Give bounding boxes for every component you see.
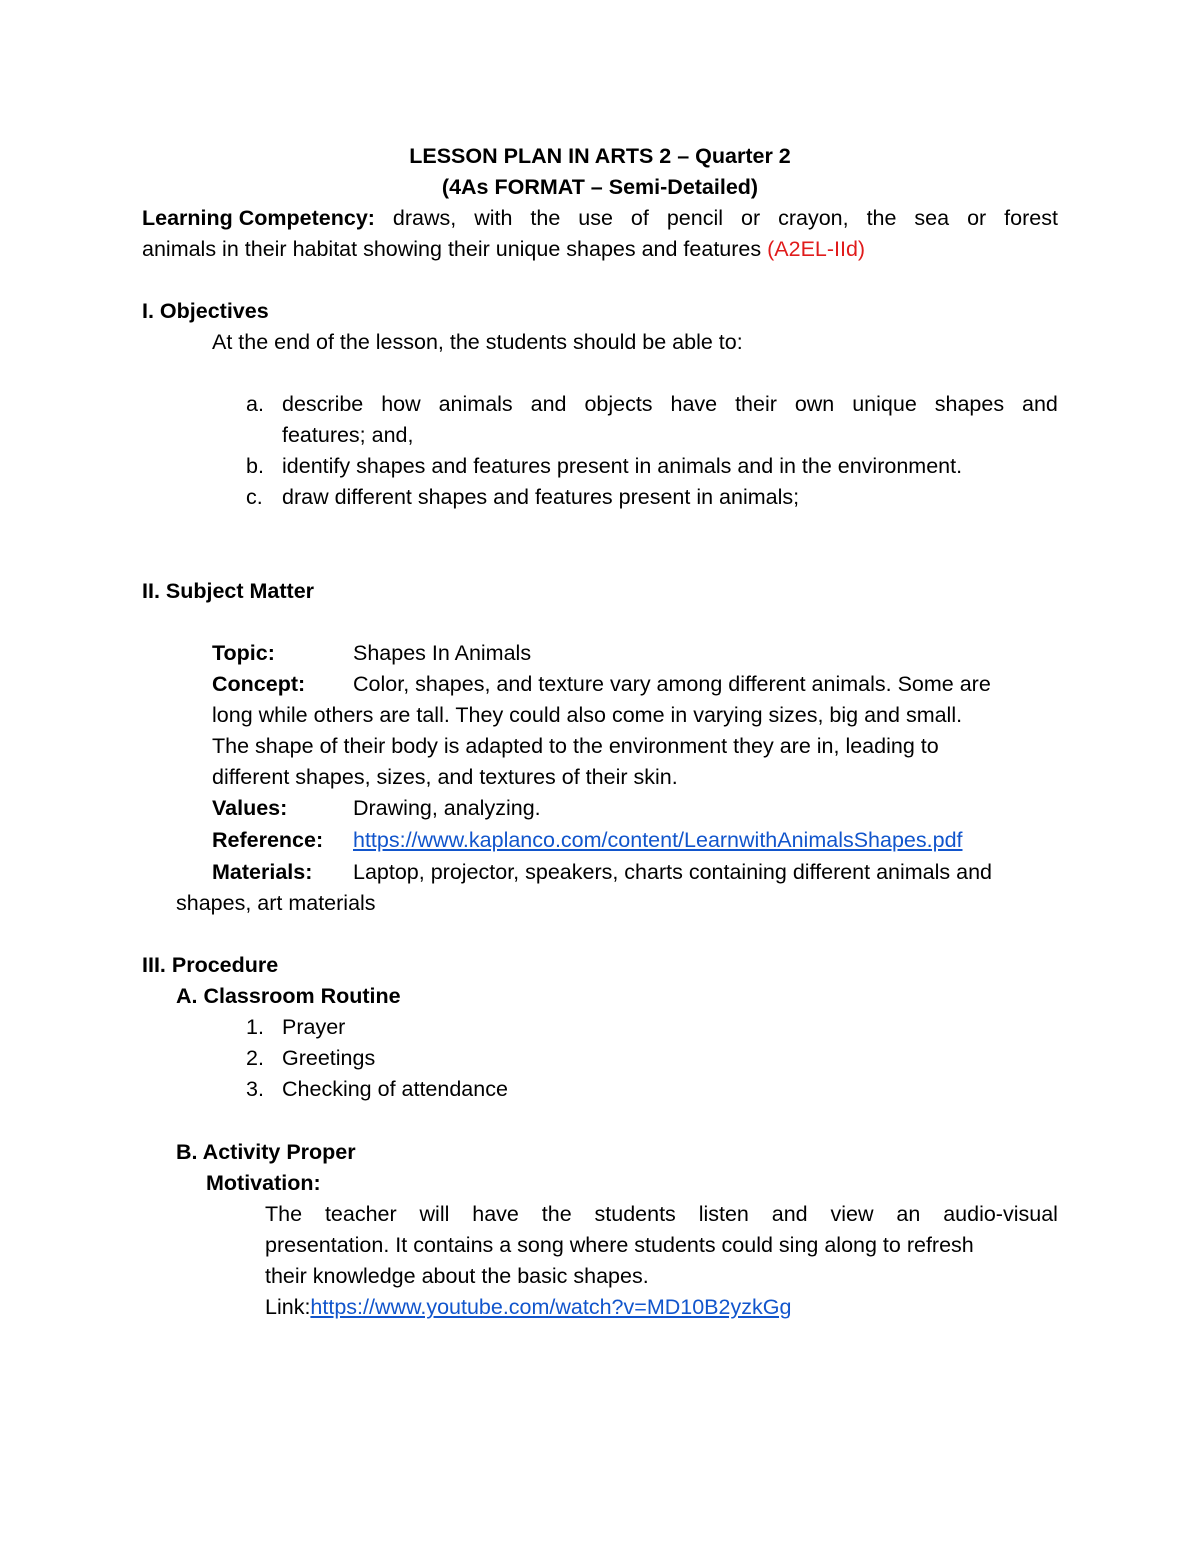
routine-marker: 1. [246, 1015, 264, 1039]
document-subtitle: (4As FORMAT – Semi-Detailed) [441, 175, 759, 199]
objective-word: own [794, 392, 835, 416]
objective-word: how [381, 392, 421, 416]
motivation-word: teacher [324, 1202, 397, 1226]
objective-word: animals [438, 392, 513, 416]
objective-marker-c: c. [246, 485, 263, 509]
video-link[interactable]: https://www.youtube.com/watch?v=MD10B2yzkGg [310, 1295, 792, 1319]
motivation-word: students [594, 1202, 676, 1226]
objective-a-line-1 [282, 394, 1058, 416]
motivation-word: the [541, 1202, 572, 1226]
objective-b-text: identify shapes and features present in animals and in the environment. [282, 454, 963, 478]
competency-word: the [866, 206, 897, 230]
objective-word: and [530, 392, 567, 416]
motivation-line-3: their knowledge about the basic shapes. [265, 1264, 649, 1288]
routine-item: Greetings [282, 1046, 376, 1070]
reference-link[interactable]: https://www.kaplanco.com/content/LearnwithAnimalsShapes.pdf [353, 828, 963, 852]
reference-label: Reference: [212, 828, 324, 852]
competency-word: of [630, 206, 649, 230]
concept-line-2: long while others are tall. They could also come in varying sizes, big and small. [212, 703, 963, 727]
competency-label: Learning Competency: [142, 206, 375, 230]
concept-label: Concept: [212, 672, 306, 696]
materials-label: Materials: [212, 860, 313, 884]
materials-line-1: Laptop, projector, speakers, charts containing different animals and [353, 860, 993, 884]
routine-item: Prayer [282, 1015, 346, 1039]
objective-marker-a: a. [246, 392, 264, 416]
materials-line-2: shapes, art materials [176, 891, 376, 915]
document-title: LESSON PLAN IN ARTS 2 – Quarter 2 [409, 144, 791, 168]
objective-c-text: draw different shapes and features present in animals; [282, 485, 800, 509]
competency-word: forest [1004, 206, 1058, 230]
motivation-word: will [419, 1202, 450, 1226]
concept-line-4: different shapes, sizes, and textures of their skin. [212, 765, 678, 789]
motivation-word: and [771, 1202, 808, 1226]
concept-line-1: Color, shapes, and texture vary among different animals. Some are [353, 672, 991, 696]
motivation-line-1 [265, 1204, 1058, 1226]
motivation-word: an [896, 1202, 921, 1226]
objective-word: objects [584, 392, 653, 416]
motivation-word: audio-visual [943, 1202, 1058, 1226]
competency-word: use [578, 206, 613, 230]
objective-word: and [1022, 392, 1058, 416]
competency-line-2 [142, 239, 865, 261]
competency-code: (A2EL-IId) [767, 237, 866, 261]
objectives-heading: I. Objectives [142, 299, 269, 323]
objective-word: their [735, 392, 777, 416]
objective-word: unique [852, 392, 917, 416]
competency-line-1 [142, 208, 1058, 230]
motivation-line-2: presentation. It contains a song where students could sing along to refresh [265, 1233, 974, 1257]
competency-word: draws, [392, 206, 457, 230]
objective-word: have [670, 392, 718, 416]
motivation-word: have [472, 1202, 519, 1226]
classroom-routine-heading: A. Classroom Routine [176, 984, 401, 1008]
objective-word: shapes [934, 392, 1005, 416]
procedure-heading: III. Procedure [142, 953, 279, 977]
link-label: Link: [265, 1295, 311, 1319]
objective-marker-b: b. [246, 454, 264, 478]
concept-line-3: The shape of their body is adapted to the environment they are in, leading to [212, 734, 939, 758]
motivation-word: view [830, 1202, 874, 1226]
subject-heading: II. Subject Matter [142, 579, 315, 603]
objectives-intro: At the end of the lesson, the students should be able to: [212, 330, 743, 354]
competency-text: animals in their habitat showing their unique shapes and features [142, 237, 762, 261]
routine-marker: 3. [246, 1077, 264, 1101]
competency-word: sea [914, 206, 950, 230]
values-label: Values: [212, 796, 288, 820]
competency-word: the [530, 206, 561, 230]
competency-word: with [474, 206, 513, 230]
video-link-line [265, 1297, 791, 1319]
competency-word: or [967, 206, 987, 230]
competency-word: or [740, 206, 761, 230]
activity-proper-heading: B. Activity Proper [176, 1140, 356, 1164]
objective-word: describe [282, 392, 364, 416]
objective-a-line-2: features; and, [282, 423, 414, 447]
routine-item: Checking of attendance [282, 1077, 508, 1101]
competency-word: pencil [666, 206, 724, 230]
motivation-label: Motivation: [206, 1171, 321, 1195]
topic-label: Topic: [212, 641, 275, 665]
routine-marker: 2. [246, 1046, 264, 1070]
competency-word: crayon, [778, 206, 849, 230]
motivation-word: The [265, 1202, 303, 1226]
topic-value: Shapes In Animals [353, 641, 532, 665]
values-value: Drawing, analyzing. [353, 796, 541, 820]
motivation-word: listen [698, 1202, 749, 1226]
